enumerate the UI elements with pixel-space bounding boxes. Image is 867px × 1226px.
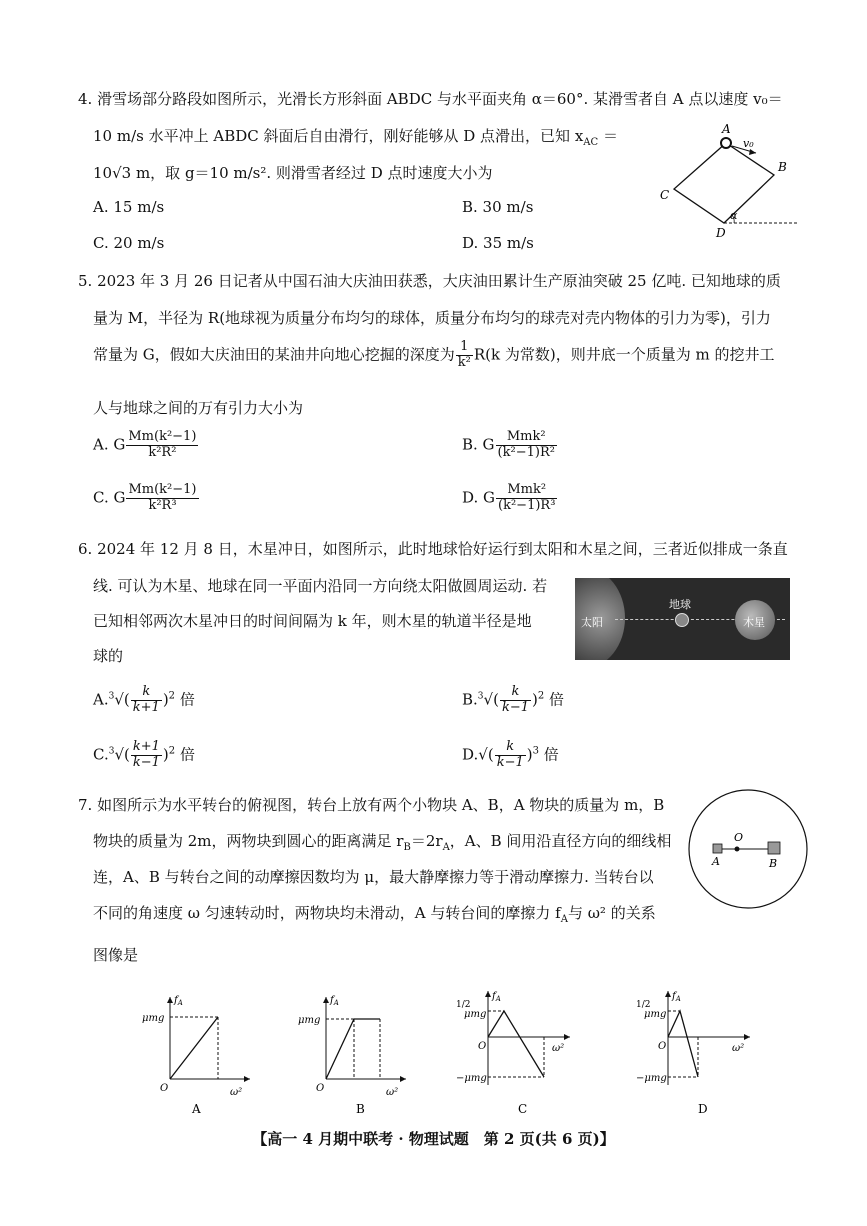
q4-option-d[interactable]: D. 35 m/s [462, 234, 534, 252]
q6-line2: 线. 可认为木星、地球在同一平面内沿同一方向绕太阳做圆周运动. 若 [93, 577, 548, 595]
q5-option-b[interactable]: B. G $\frac{\text{Mmk²}}{\text{(k²−1)R²}}$ [462, 429, 555, 460]
q5-line3: 常量为 G，假如大庆油田的某油井向地心挖掘的深度为 $\frac{1}{\text{k²}}$ R(k 为常数)，则井底一个质量为 m 的挖井工 [93, 339, 775, 370]
svg-text:−μmg: −μmg [456, 1073, 487, 1084]
q7-line4: 不同的角速度 ω 匀速转动时，两物块均未滑动，A 与转台间的摩擦力 $f_A$与 ω² 的关系 [93, 904, 656, 925]
q5-line4: 人与地球之间的万有引力大小为 [93, 399, 304, 417]
svg-text:ω²: ω² [552, 1043, 565, 1054]
q6-option-c[interactable]: C.$^3$√( $\frac{k+1}{k-1}$ )$^2$ 倍 [93, 739, 195, 770]
svg-text:μmg: μmg [644, 1009, 667, 1020]
q5-line1: 5. 2023 年 3 月 26 日记者从中国石油大庆油田获悉，大庆油田累计生产原油突破 25 亿吨. 已知地球的质 [78, 272, 781, 290]
q4-slope-figure [650, 115, 850, 240]
q7-graph-b[interactable] [296, 985, 416, 1115]
svg-text:O: O [316, 1083, 325, 1094]
q5-option-a[interactable]: A. G $\frac{\text{Mm(k²−1)}}{\text{k²R²}}$ [93, 429, 197, 460]
svg-text:−μmg: −μmg [636, 1073, 667, 1084]
turntable-label-a: A [712, 855, 720, 868]
graph-a-caption: A [192, 1102, 201, 1115]
earth-image [675, 613, 689, 627]
q4-fig-label-alpha: α [730, 209, 738, 222]
page-footer: 【高一 4 月期中联考 · 物理试题 第 2 页(共 6 页)】 [252, 1130, 615, 1148]
q4-fig-label-c: C [660, 188, 670, 202]
turntable-label-o: O [734, 831, 744, 844]
svg-text:fA: $f_A$ [174, 995, 183, 1007]
q4-fig-label-b: B [778, 160, 787, 174]
q6-orbit-image [575, 578, 790, 660]
q6-line3: 已知相邻两次木星冲日的时间间隔为 k 年，则木星的轨道半径是地 [93, 612, 532, 630]
svg-text:ω²: ω² [386, 1087, 399, 1098]
q5-line2: 量为 M，半径为 R(地球视为质量分布均匀的球体，质量分布均匀的球壳对壳内物体的引力为零)，引力 [93, 309, 771, 327]
svg-text:1/2: 1/2 [456, 1000, 471, 1010]
svg-text:fA: $f_A$ [492, 991, 501, 1003]
q6-line4: 球的 [93, 647, 124, 665]
q5-option-d[interactable]: D. G $\frac{\text{Mmk²}}{\text{(k²−1)R³}}$ [462, 482, 556, 513]
q4-fig-label-a: A [722, 122, 731, 136]
svg-text:O: O [478, 1041, 487, 1052]
q6-option-a[interactable]: A.$^3$√( $\frac{k}{k+1}$ )$^2$ 倍 [93, 684, 195, 715]
q7-line1: 7. 如图所示为水平转台的俯视图，转台上放有两个小物块 A、B，A 物块的质量为 m，B [78, 796, 665, 814]
svg-text:fA: $f_A$ [330, 995, 339, 1007]
svg-text:ω²: ω² [732, 1043, 745, 1054]
graph-d-caption: D [698, 1102, 708, 1115]
svg-text:fA: $f_A$ [672, 991, 681, 1003]
q4-option-c[interactable]: C. 20 m/s [93, 234, 165, 252]
svg-text:ω²: ω² [230, 1087, 243, 1098]
graph-b-caption: B [356, 1102, 365, 1115]
q7-line5: 图像是 [93, 946, 139, 964]
q6-line1: 6. 2024 年 12 月 8 日，木星冲日，如图所示，此时地球恰好运行到太阳和木星之间，三者近似排成一条直 [78, 540, 788, 558]
turntable-label-b: B [769, 857, 778, 870]
q4-fig-label-d: D [716, 226, 726, 240]
label-earth: 地球 [669, 598, 691, 611]
q7-graph-a[interactable] [140, 985, 260, 1115]
label-sun: 太阳 [581, 616, 603, 629]
svg-text:μmg: μmg [142, 1013, 165, 1024]
svg-text:μmg: μmg [298, 1015, 321, 1026]
svg-text:O: O [658, 1041, 667, 1052]
q5-option-c[interactable]: C. G $\frac{\text{Mm(k²−1)}}{\text{k²R³}}$ [93, 482, 197, 513]
block-a [713, 844, 722, 853]
q4-line1: 4. 滑雪场部分路段如图所示，光滑长方形斜面 ABDC 与水平面夹角 α＝60°. 某滑雪者自 A 点以速度 v₀＝ [78, 90, 783, 108]
svg-text:μmg: μmg [464, 1009, 487, 1020]
graph-c-caption: C [518, 1102, 528, 1115]
q4-option-a[interactable]: A. 15 m/s [93, 198, 165, 216]
q7-line3: 连，A、B 与转台之间的动摩擦因数均为 μ，最大静摩擦力等于滑动摩擦力. 当转台以 [93, 868, 654, 886]
q4-fig-label-v0: v₀ [743, 137, 754, 150]
q7-turntable-figure [686, 787, 810, 911]
q7-graph-c[interactable] [452, 985, 582, 1115]
svg-text:O: O [160, 1083, 169, 1094]
q6-option-d[interactable]: D.√( $\frac{k}{k-1}$ )$^3$ 倍 [462, 739, 559, 770]
q6-option-b[interactable]: B.$^3$√( $\frac{k}{k-1}$ )$^2$ 倍 [462, 684, 565, 715]
q7-line2: 物块的质量为 2m，两物块到圆心的距离满足 $r_B=2r_A$，A、B 间用沿直径方向的细线相 [93, 832, 672, 853]
svg-text:1/2: 1/2 [636, 1000, 651, 1010]
q4-line2: 10 m/s 水平冲上 ABDC 斜面后自由滑行，刚好能够从 D 点滑出，已知 $x_{AC}$ ＝ [93, 127, 618, 148]
q4-line3: 10√3 m，取 g＝10 m/s². 则滑雪者经过 D 点时速度大小为 [93, 164, 493, 182]
label-jupiter: 木星 [743, 616, 765, 629]
q4-option-b[interactable]: B. 30 m/s [462, 198, 534, 216]
block-b [768, 842, 780, 854]
q7-graph-d[interactable] [632, 985, 762, 1115]
